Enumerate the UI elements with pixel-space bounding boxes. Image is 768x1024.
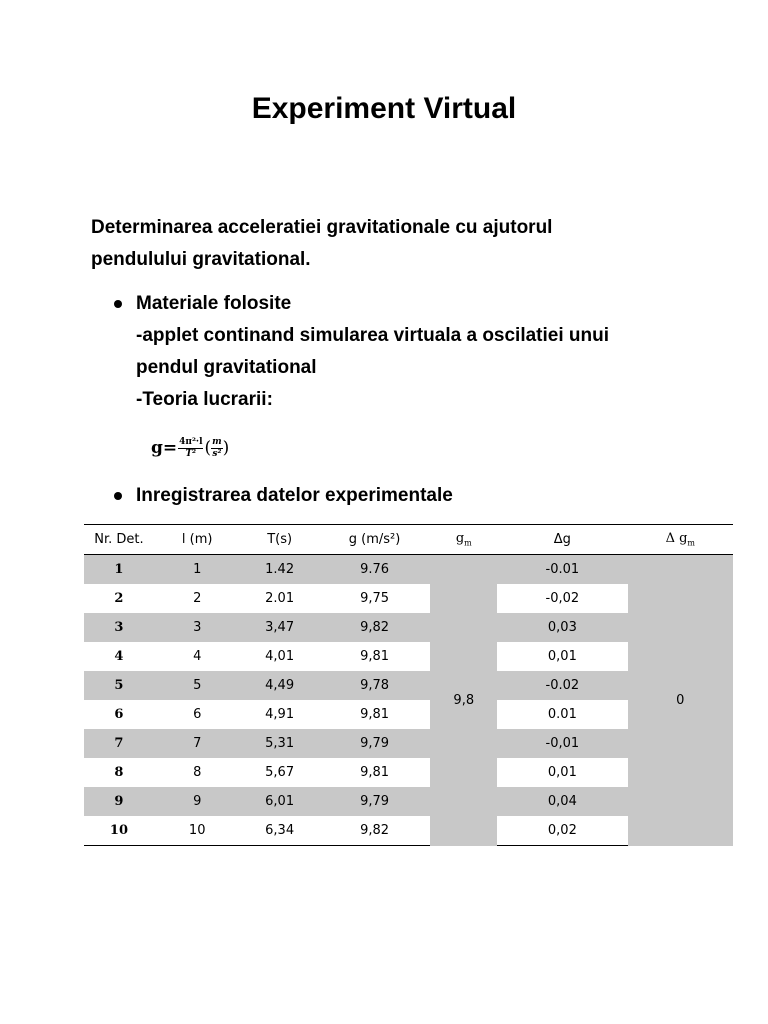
materials-line-3: -Teoria lucrarii: xyxy=(136,389,273,410)
cell-length: 3 xyxy=(154,613,241,642)
header-gm: $g_m$ xyxy=(430,525,497,555)
cell-nr: 8 xyxy=(114,765,124,780)
formula-denominator: T² xyxy=(185,448,197,459)
cell-period: 1.42 xyxy=(241,555,319,585)
materials-line-2: pendul gravitational xyxy=(136,357,317,378)
cell-delta-g: 0,01 xyxy=(497,758,627,787)
cell-length: 2 xyxy=(193,591,202,606)
cell-nr: 3 xyxy=(84,613,154,642)
cell-period: 4,49 xyxy=(241,671,319,700)
bullet-icon xyxy=(114,492,122,500)
formula-fraction xyxy=(178,437,203,460)
cell-g: 9,81 xyxy=(360,649,390,664)
table-row xyxy=(84,555,733,585)
bullet-materials-heading: Materiale folosite xyxy=(136,293,292,314)
cell-gm: 9,8 xyxy=(430,555,497,846)
data-table xyxy=(84,524,733,846)
cell-g: 9,82 xyxy=(319,613,431,642)
header-delta-gm: Δ $g_m$ xyxy=(628,525,733,555)
cell-g: 9,82 xyxy=(319,816,431,846)
cell-period: 6,01 xyxy=(241,787,319,816)
formula-unit-num: m xyxy=(212,436,222,447)
cell-nr: 5 xyxy=(84,671,154,700)
formula-unit xyxy=(211,437,223,460)
cell-g: 9,75 xyxy=(360,591,390,606)
formula-numerator: 4π²·l xyxy=(179,436,203,447)
cell-g: 9.76 xyxy=(319,555,431,585)
cell-period: 3,47 xyxy=(241,613,319,642)
formula-unit-close: ) xyxy=(222,438,230,458)
cell-nr: 9 xyxy=(84,787,154,816)
cell-period: 5,67 xyxy=(265,765,295,780)
materials-line-1: -applet continand simularea virtuala a oscilatiei unui xyxy=(136,325,610,346)
cell-delta-gm: 0 xyxy=(628,555,733,846)
header-delta-g: Δg xyxy=(497,525,627,555)
cell-length: 8 xyxy=(193,765,202,780)
page-title: Experiment Virtual xyxy=(251,92,517,125)
cell-period: 4,01 xyxy=(265,649,295,664)
header-nr: Nr. Det. xyxy=(84,525,154,555)
formula-unit-open: ( xyxy=(204,438,212,458)
cell-length: 1 xyxy=(154,555,241,585)
cell-nr: 6 xyxy=(114,707,124,722)
cell-period: 2.01 xyxy=(265,591,295,606)
bullet-data-heading: Inregistrarea datelor experimentale xyxy=(136,485,453,506)
cell-delta-g: 0,03 xyxy=(497,613,627,642)
header-period: T(s) xyxy=(241,525,319,555)
cell-delta-g: -0,02 xyxy=(497,584,627,613)
cell-length: 5 xyxy=(154,671,241,700)
cell-nr: 2 xyxy=(114,591,124,606)
table-body xyxy=(84,555,733,846)
cell-period: 5,31 xyxy=(241,729,319,758)
cell-g: 9,79 xyxy=(319,729,431,758)
cell-period: 4,91 xyxy=(265,707,295,722)
cell-delta-g: -0.02 xyxy=(497,671,627,700)
cell-length: 9 xyxy=(154,787,241,816)
cell-g: 9,81 xyxy=(360,707,390,722)
formula-unit-den: s² xyxy=(212,448,222,459)
cell-nr: 1 xyxy=(84,555,154,585)
cell-delta-g: -0.01 xyxy=(497,555,627,585)
cell-delta-g: 0,04 xyxy=(497,787,627,816)
cell-length: 10 xyxy=(154,816,241,846)
intro-paragraph: Determinarea acceleratiei gravitationale cu ajutorul pendulului gravitational. xyxy=(91,217,553,270)
header-length: l (m) xyxy=(154,525,241,555)
cell-period: 6,34 xyxy=(241,816,319,846)
cell-length: 6 xyxy=(193,707,202,722)
cell-delta-g: 0,02 xyxy=(497,816,627,846)
cell-nr: 4 xyxy=(114,649,124,664)
cell-g: 9,78 xyxy=(319,671,431,700)
bullet-icon xyxy=(114,300,122,308)
header-g: g (m/s²) xyxy=(319,525,431,555)
formula-lhs: g= xyxy=(151,438,178,458)
cell-delta-g: 0,01 xyxy=(497,642,627,671)
cell-nr: 7 xyxy=(84,729,154,758)
cell-delta-g: -0,01 xyxy=(497,729,627,758)
cell-g: 9,81 xyxy=(360,765,390,780)
cell-nr: 10 xyxy=(84,816,154,846)
gravity-formula xyxy=(151,430,229,466)
cell-length: 7 xyxy=(154,729,241,758)
cell-g: 9,79 xyxy=(319,787,431,816)
cell-delta-g: 0.01 xyxy=(497,700,627,729)
cell-length: 4 xyxy=(193,649,202,664)
table-header-row xyxy=(84,525,733,555)
